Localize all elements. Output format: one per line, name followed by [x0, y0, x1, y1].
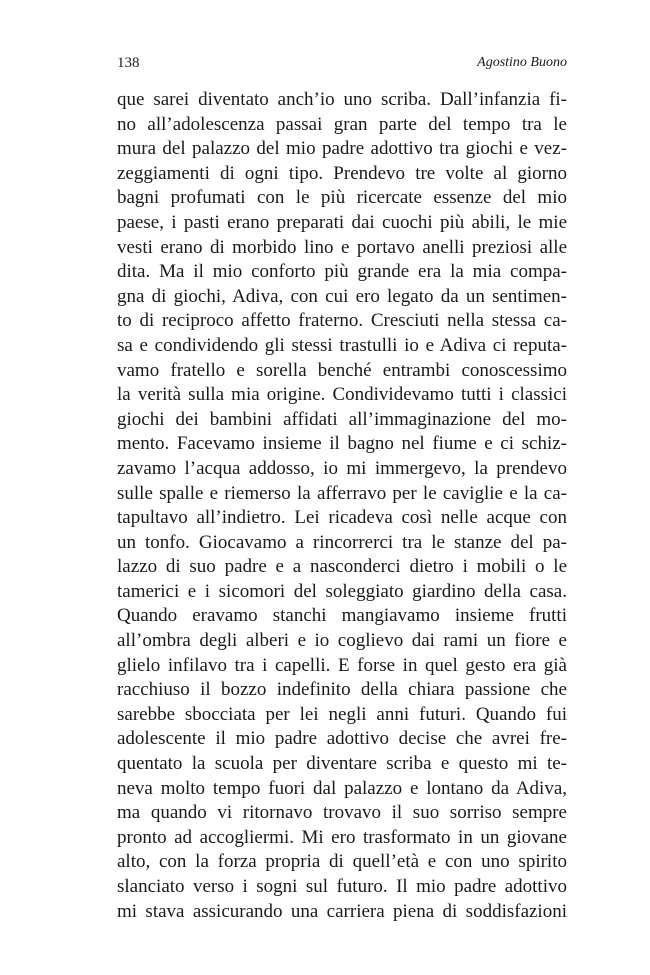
text-line: all’ombra degli alberi e io coglievo dai rami un fiore e	[117, 630, 567, 652]
text-line: no all’adolescenza passai gran parte del tempo tra le	[117, 113, 567, 135]
text-line: sa e condividendo gli stessi trastulli io e Adiva ci reputa-	[117, 334, 567, 356]
text-line: zeggiamenti di ogni tipo. Prendevo tre volte al giorno	[117, 162, 567, 184]
text-line: quentato la scuola per diventare scriba e questo mi te-	[117, 753, 567, 775]
running-head: Agostino Buono	[477, 55, 567, 70]
text-line: Quando eravamo stanchi mangiavamo insieme frutti	[117, 605, 567, 627]
text-line: vamo fratello e sorella benché entrambi conoscessimo	[117, 359, 567, 381]
text-line: sulle spalle e riemerso la afferravo per le caviglie e la ca-	[117, 482, 567, 504]
text-line: neva molto tempo fuori dal palazzo e lontano da Adiva,	[117, 777, 567, 799]
body-text	[117, 88, 567, 924]
text-line: glielo infilavo tra i capelli. E forse in quel gesto era già	[117, 654, 567, 676]
text-line: mento. Facevamo insieme il bagno nel fiume e ci schiz-	[117, 433, 567, 455]
text-line: bagni profumati con le più ricercate essenze del mio	[117, 187, 567, 209]
text-line: racchiuso il bozzo indefinito della chiara passione che	[117, 679, 567, 701]
page-number: 138	[117, 55, 140, 71]
text-line: zavamo l’acqua addosso, io mi immergevo, la prendevo	[117, 457, 567, 479]
text-line: tamerici e i sicomori del soleggiato giardino della casa.	[117, 580, 567, 602]
text-line: lazzo di suo padre e a nasconderci dietro i mobili o le	[117, 556, 567, 578]
text-line: sarebbe sbocciata per lei negli anni futuri. Quando fui	[117, 703, 567, 725]
text-line: alto, con la forza propria di quell’età e con uno spirito	[117, 851, 567, 873]
text-line: adolescente il mio padre adottivo decise che avrei fre-	[117, 728, 567, 750]
text-line: mura del palazzo del mio padre adottivo tra giochi e vez-	[117, 138, 567, 160]
text-line: to di reciproco affetto fraterno. Cresciuti nella stessa ca-	[117, 310, 567, 332]
page-header	[117, 55, 567, 75]
text-line: mi stava assicurando una carriera piena di soddisfazioni	[117, 900, 567, 922]
text-line: giochi dei bambini affidati all’immaginazione del mo-	[117, 408, 567, 430]
text-line: la verità sulla mia origine. Condividevamo tutti i classici	[117, 384, 567, 406]
text-line: slanciato verso i sogni sul futuro. Il mio padre adottivo	[117, 876, 567, 897]
text-line: tapultavo all’indietro. Lei ricadeva così nelle acque con	[117, 507, 567, 529]
text-line: gna di giochi, Adiva, con cui ero legato da un sentimen-	[117, 285, 567, 307]
text-line: pronto ad accogliermi. Mi ero trasformato in un giovane	[117, 826, 567, 848]
text-line: un tonfo. Giocavamo a rincorrerci tra le stanze del pa-	[117, 531, 567, 553]
text-line: que sarei diventato anch’io uno scriba. Dall’infanzia fi-	[117, 89, 567, 110]
text-line: vesti erano di morbido lino e portavo anelli preziosi alle	[117, 236, 567, 258]
text-line: dita. Ma il mio conforto più grande era la mia compa-	[117, 261, 567, 283]
text-line: ma quando vi ritornavo trovavo il suo sorriso sempre	[117, 802, 567, 824]
text-line: paese, i pasti erano preparati dai cuochi più abili, le mie	[117, 211, 567, 233]
